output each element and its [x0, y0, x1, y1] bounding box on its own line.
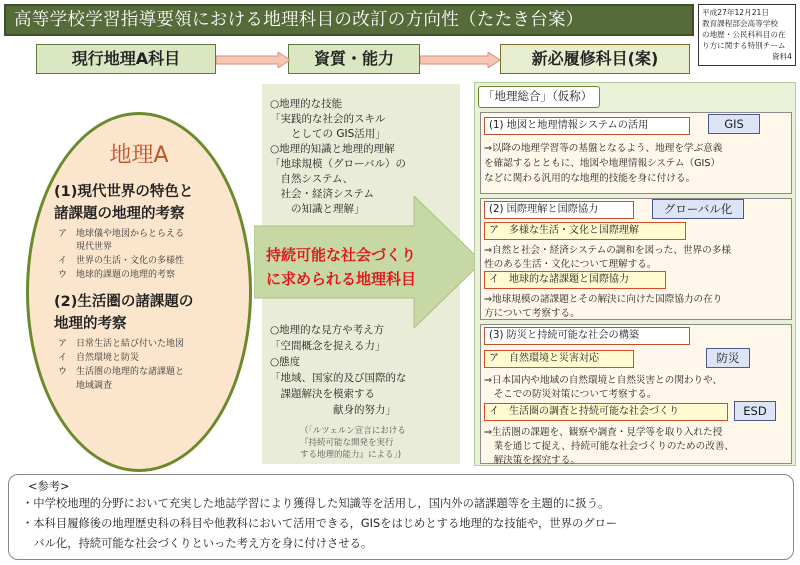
arrow-text: 持続可能な社会づくり — [266, 246, 417, 264]
competency-line: 自然システム、 — [270, 173, 354, 185]
source-note: する地理的能力』による」) — [300, 450, 402, 460]
unit-item: イ 自然環境と防災 — [58, 353, 140, 363]
unit-item: ア 地球儀や地図からとらえる — [58, 229, 185, 239]
competency-line: 「地球規模（グローバル）の — [270, 158, 406, 170]
source-note: （「ルツェルン宣言における — [300, 426, 406, 436]
unit-item: 現代世界 — [58, 242, 113, 252]
reference-line: ・中学校地理的分野において充実した地誌学習により獲得した知識等を活用し，国内外の諸課題等を主題的に扱う。 — [22, 497, 610, 510]
section-body: を確認するとともに、地図や地理情報システム（GIS） — [484, 158, 721, 169]
section-body: 解決策を探究する。 — [484, 455, 580, 466]
competency-line: 「地域、国家的及び国際的な — [270, 372, 407, 384]
arrow-text: に求められる地理科目 — [266, 270, 417, 288]
competency-line: 社会・経済システム — [270, 188, 374, 200]
unit-heading: (1)現代世界の特色と — [54, 184, 194, 200]
section-body: などに関わる汎用的な地理的技能を身に付ける。 — [484, 173, 696, 184]
section-body: 性のある生活・文化について理解する。 — [484, 259, 657, 270]
source-line: り方に関する特別チーム — [702, 41, 786, 50]
unit-heading: 諸課題の地理的考察 — [54, 206, 185, 222]
subsection-title: イ 地球的な諸課題と国際協力 — [484, 271, 666, 289]
subsection-title: イ 生活圏の調査と持続可能な社会づくり — [484, 403, 728, 421]
section-title: (3) 防災と持続可能な社会の構築 — [484, 327, 690, 345]
reference-line: バル化，持続可能な社会づくりといった考え方を身に付けさせる。 — [22, 537, 373, 550]
reference-title: <参考> — [28, 480, 70, 493]
subsection-title: ア 自然環境と災害対応 — [484, 350, 634, 368]
competency-line: 課題解決を模索する — [270, 388, 375, 400]
unit-item: ウ 生活圏の地理的な諸課題と — [58, 367, 185, 377]
unit-item: イ 世界の生活・文化の多様性 — [58, 256, 185, 266]
competency-line: ○地理的な見方や考え方 — [270, 324, 385, 336]
column-header-new-course: 新必履修科目(案) — [500, 44, 690, 74]
page-title: 高等学校学習指導要領における地理科目の改訂の方向性（たたき台案） — [14, 10, 584, 30]
competency-line: ○地理的な技能 — [270, 98, 343, 110]
material-number: 資料4 — [771, 52, 792, 61]
source-line: 教育課程部会高等学校 — [702, 19, 778, 28]
date-line: 平成27年12月21日 — [702, 8, 769, 17]
competency-line: ○態度 — [270, 356, 301, 368]
section-body: 方について考察する。 — [484, 308, 580, 319]
section-body: ⇒自然と社会・経済システムの調和を図った、世界の多様 — [484, 245, 731, 256]
unit-item: ウ 地球的課題の地理的考察 — [58, 270, 176, 280]
subsection-title: ア 多様な生活・文化と国際理解 — [484, 222, 686, 240]
esd-badge: ESD — [734, 401, 776, 421]
competency-line: 「実践的な社会的スキル — [270, 113, 386, 125]
section-body: ⇒日本国内や地域の自然環境と自然災害との関わりや、 — [484, 375, 723, 386]
section-title: (1) 地図と地理情報システムの活用 — [484, 117, 690, 135]
section-title: (2) 国際理解と国際協力 — [484, 201, 634, 219]
disaster-prevention-badge: 防災 — [706, 348, 750, 368]
course-name-tag: 「地理総合」（仮称） — [478, 86, 600, 108]
column-header-current: 現行地理A科目 — [36, 44, 216, 74]
section-body: ⇒生活圏の課題を、観察や調査・見学等を取り入れた授 — [484, 427, 723, 438]
competency-line: 献身的努力」 — [270, 404, 396, 416]
section-body: ⇒以降の地理学習等の基盤となるよう、地理を学ぶ意義 — [484, 143, 723, 154]
reference-line: ・本科目履修後の地理歴史科の科目や他教科において活用できる，GISをはじめとする地理的な技能や，世界のグロー — [22, 517, 618, 530]
competency-line: ○地理的知識と地理的理解 — [270, 143, 395, 155]
column-header-competencies: 資質・能力 — [288, 44, 420, 74]
section-body: ⇒地球規模の諸課題とその解決に向けた国際協力の在り — [484, 294, 723, 305]
unit-item: 地域調査 — [58, 381, 113, 391]
competency-line: の知識と理解」 — [270, 203, 365, 215]
unit-heading: (2)生活圏の諸課題の — [54, 294, 194, 310]
source-line: の地歴・公民科科目の在 — [702, 30, 786, 39]
course-title: 地理A — [109, 143, 169, 168]
unit-heading: 地理的考察 — [54, 316, 127, 332]
header-arrow-icon — [216, 52, 290, 68]
unit-item: ア 日常生活と結び付いた地図 — [58, 339, 185, 349]
gis-badge: GIS — [708, 114, 760, 134]
header-arrow-icon — [420, 52, 500, 68]
source-note: 『持続可能な開発を実行 — [300, 438, 394, 448]
section-body: そこでの防災対策について考察する。 — [484, 389, 657, 400]
competency-line: としての GIS活用」 — [270, 128, 386, 140]
globalization-badge: グローバル化 — [652, 199, 744, 219]
section-body: 業を通じて捉え、持続可能な社会づくりのための改善、 — [484, 441, 735, 452]
competency-line: 「空間概念を捉える力」 — [270, 340, 386, 352]
source-date-box — [698, 4, 796, 66]
